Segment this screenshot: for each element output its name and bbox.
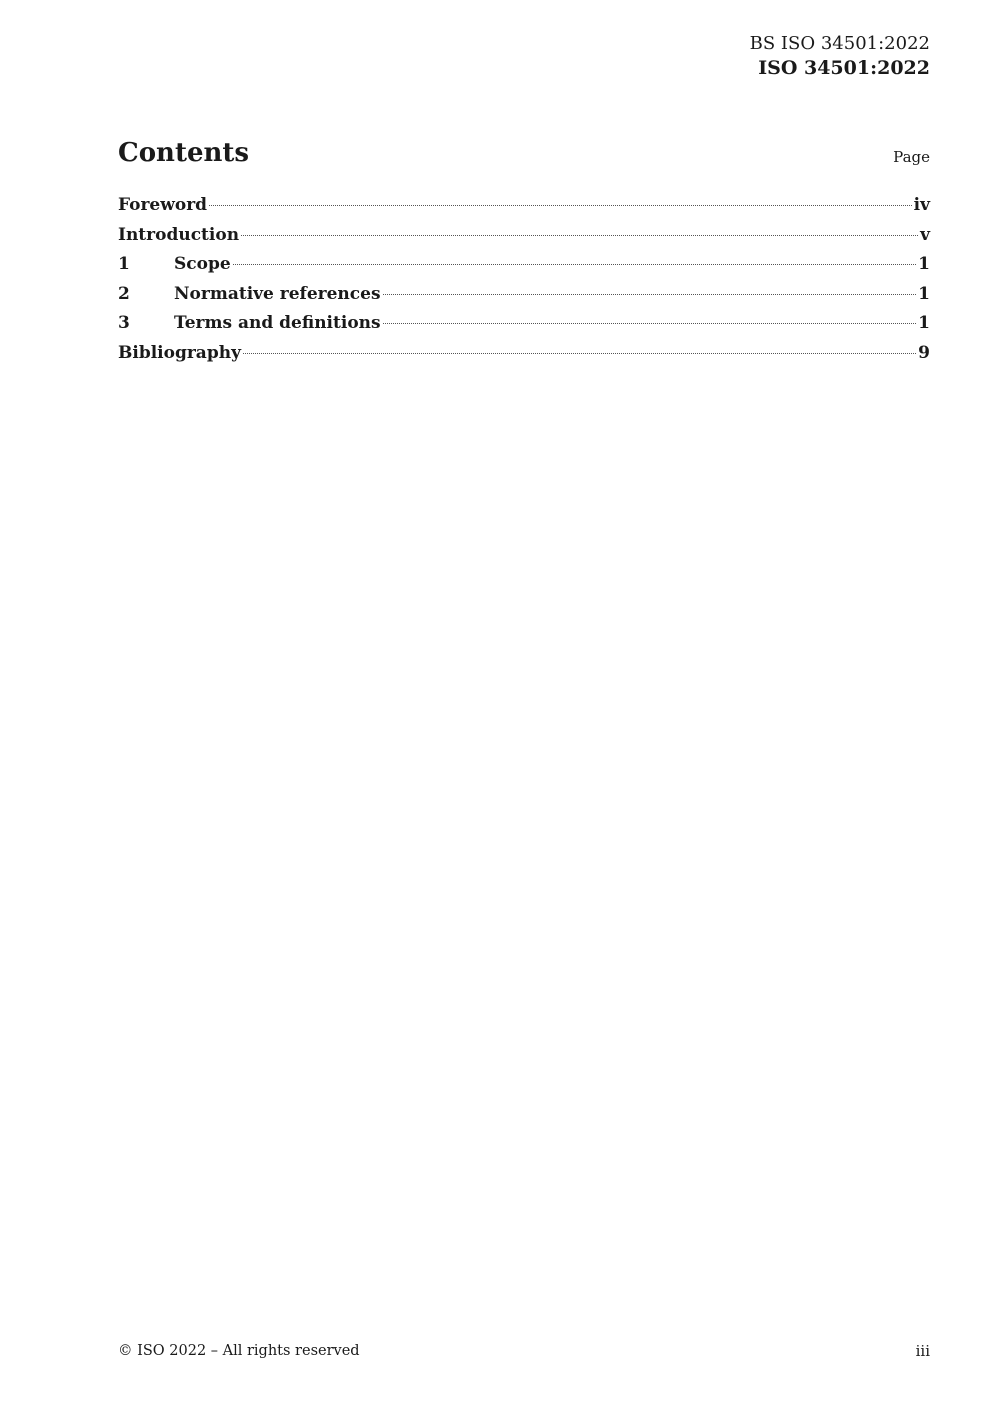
toc-entry-page: 1 <box>918 313 930 333</box>
page-column-label: Page <box>893 148 930 166</box>
toc-entry-scope[interactable] <box>118 251 930 281</box>
dot-leader <box>241 235 918 236</box>
standard-designation-bs: BS ISO 34501:2022 <box>749 33 930 54</box>
dot-leader <box>209 205 912 206</box>
toc-entry-page: iv <box>913 195 930 215</box>
toc-entry-text: Introduction <box>118 224 240 245</box>
toc-entry-text: Bibliography <box>118 342 241 363</box>
copyright-notice: © ISO 2022 – All rights reserved <box>118 1343 360 1359</box>
toc-entry-number: 3 <box>118 313 130 333</box>
toc-entry-page: 9 <box>918 342 930 363</box>
toc-entry-number: 2 <box>118 283 130 304</box>
dot-leader <box>383 323 917 324</box>
toc-entry-text: Normative references <box>174 283 381 304</box>
toc-entry-page: 1 <box>918 283 930 304</box>
table-of-contents <box>118 192 930 369</box>
toc-entry-text: Terms and definitions <box>174 313 381 333</box>
page-number: iii <box>915 1342 930 1360</box>
toc-entry-introduction[interactable] <box>118 222 930 252</box>
document-header <box>750 32 930 80</box>
toc-entry-text: Foreword <box>118 195 208 215</box>
standard-designation-iso: ISO 34501:2022 <box>758 57 930 79</box>
contents-title: Contents <box>118 138 250 168</box>
dot-leader <box>383 294 917 295</box>
toc-entry-foreword[interactable] <box>118 192 930 222</box>
toc-entry-normative-references[interactable] <box>118 281 930 311</box>
toc-entry-bibliography[interactable] <box>118 340 930 370</box>
toc-entry-text: Scope <box>174 254 231 274</box>
toc-entry-terms-and-definitions[interactable] <box>118 310 930 340</box>
toc-entry-page: 1 <box>918 254 930 274</box>
dot-leader <box>243 353 916 354</box>
toc-entry-number: 1 <box>118 254 130 274</box>
toc-entry-page: v <box>920 224 930 245</box>
dot-leader <box>233 264 916 265</box>
